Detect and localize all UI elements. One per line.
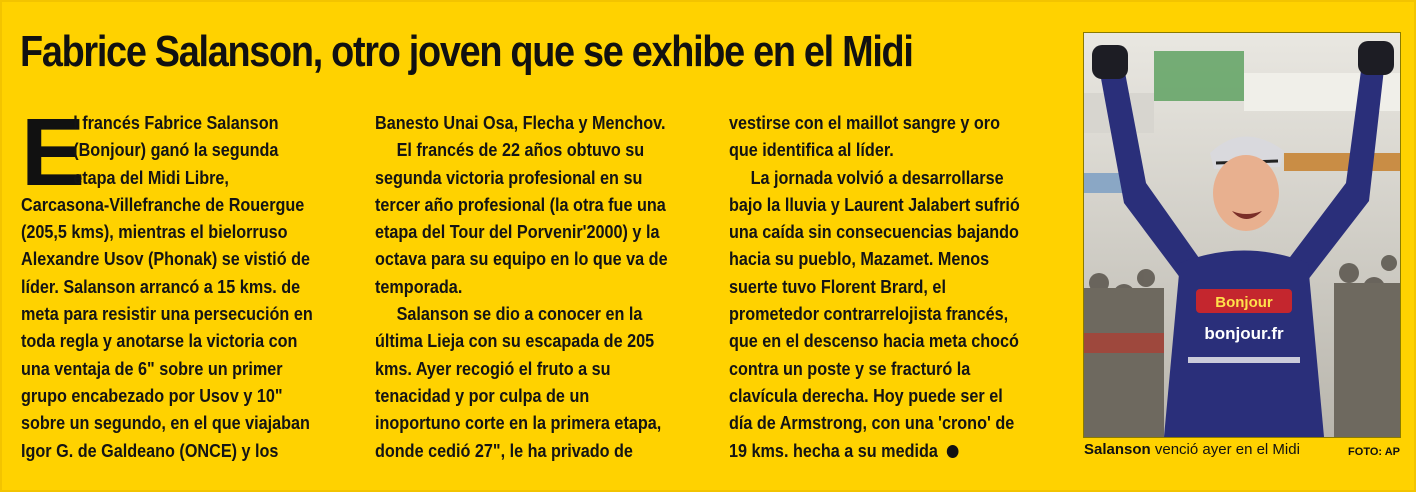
photo-credit: FOTO: AP xyxy=(1348,446,1400,458)
text-line: vestirse con el maillot sangre y oro xyxy=(729,113,1001,133)
text-line: prometedor contrarrelojista francés, xyxy=(729,304,1009,325)
text-line: sobre un segundo, en el que viajaban xyxy=(21,413,310,434)
text-line: donde cedió 27", le ha privado de xyxy=(375,440,633,461)
text-line: l francés Fabrice Salanson xyxy=(73,113,279,133)
text-line: (205,5 kms), mientras el bielorruso xyxy=(21,222,288,243)
text-line-end: 19 kms. hecha a su medida xyxy=(729,440,938,461)
drop-cap: E xyxy=(21,99,86,206)
cyclist-photo xyxy=(1083,32,1401,438)
text-line: (Bonjour) ganó la segunda xyxy=(73,140,279,161)
article-column-1 xyxy=(21,99,361,465)
text-line: que en el descenso hacia meta chocó xyxy=(729,331,1019,352)
text-line: día de Armstrong, con una 'crono' de xyxy=(729,413,1015,434)
text-line: kms. Ayer recogió el fruto a su xyxy=(375,358,611,379)
text-line: La jornada volvió a desarrollarse xyxy=(750,167,1004,188)
text-line: Carcasona-Villefranche de Rouergue xyxy=(21,194,305,215)
jersey-logo-1: Bonjour xyxy=(1215,294,1273,311)
text-line: contra un poste y se fracturó la xyxy=(729,358,971,379)
text-line: clavícula derecha. Hoy puede ser el xyxy=(729,385,1003,406)
caption-text: venció ayer en el Midi xyxy=(1150,441,1300,458)
article-column-2 xyxy=(375,110,715,465)
text-line: Salanson se dio a conocer en la xyxy=(396,304,643,325)
caption-name: Salanson xyxy=(1084,441,1151,458)
jersey-logo-2: bonjour.fr xyxy=(1204,324,1284,343)
text-line: Banesto Unai Osa, Flecha y Menchov. xyxy=(375,113,666,133)
end-bullet-icon xyxy=(947,445,959,458)
text-line: suerte tuvo Florent Brard, el xyxy=(729,276,946,297)
text-line: que identifica al líder. xyxy=(729,140,894,161)
text-line: meta para resistir una persecución en xyxy=(21,304,313,325)
text-line: tenacidad y por culpa de un xyxy=(375,385,590,406)
text-line: temporada. xyxy=(375,276,463,297)
text-line: octava para su equipo en lo que va de xyxy=(375,249,668,270)
text-line: inoportuno corte en la primera etapa, xyxy=(375,413,662,434)
text-line: etapa del Midi Libre, xyxy=(73,167,229,188)
photo-caption xyxy=(1084,440,1400,462)
text-line: Igor G. de Galdeano (ONCE) y los xyxy=(21,440,279,461)
headline: Fabrice Salanson, otro joven que se exhibe en el Midi xyxy=(20,27,913,76)
text-line: Alexandre Usov (Phonak) se vistió de xyxy=(21,249,310,270)
text-line: líder. Salanson arrancó a 15 kms. de xyxy=(21,276,301,297)
text-line: bajo la lluvia y Laurent Jalabert sufrió xyxy=(729,194,1020,215)
text-line: una ventaja de 6" sobre un primer xyxy=(21,358,283,379)
text-line: grupo encabezado por Usov y 10" xyxy=(21,385,283,406)
text-line xyxy=(729,438,1035,465)
text-line: tercer año profesional (la otra fue una xyxy=(375,194,666,215)
text-line: una caída sin consecuencias bajando xyxy=(729,222,1019,243)
text-line: última Lieja con su escapada de 205 xyxy=(375,331,655,352)
article-column-3 xyxy=(729,110,1069,465)
text-line: etapa del Tour del Porvenir'2000) y la xyxy=(375,222,660,243)
text-line: El francés de 22 años obtuvo su xyxy=(396,140,645,161)
text-line: hacia su pueblo, Mazamet. Menos xyxy=(729,249,990,270)
text-line: toda regla y anotarse la victoria con xyxy=(21,331,298,352)
text-line: segunda victoria profesional en su xyxy=(375,167,643,188)
